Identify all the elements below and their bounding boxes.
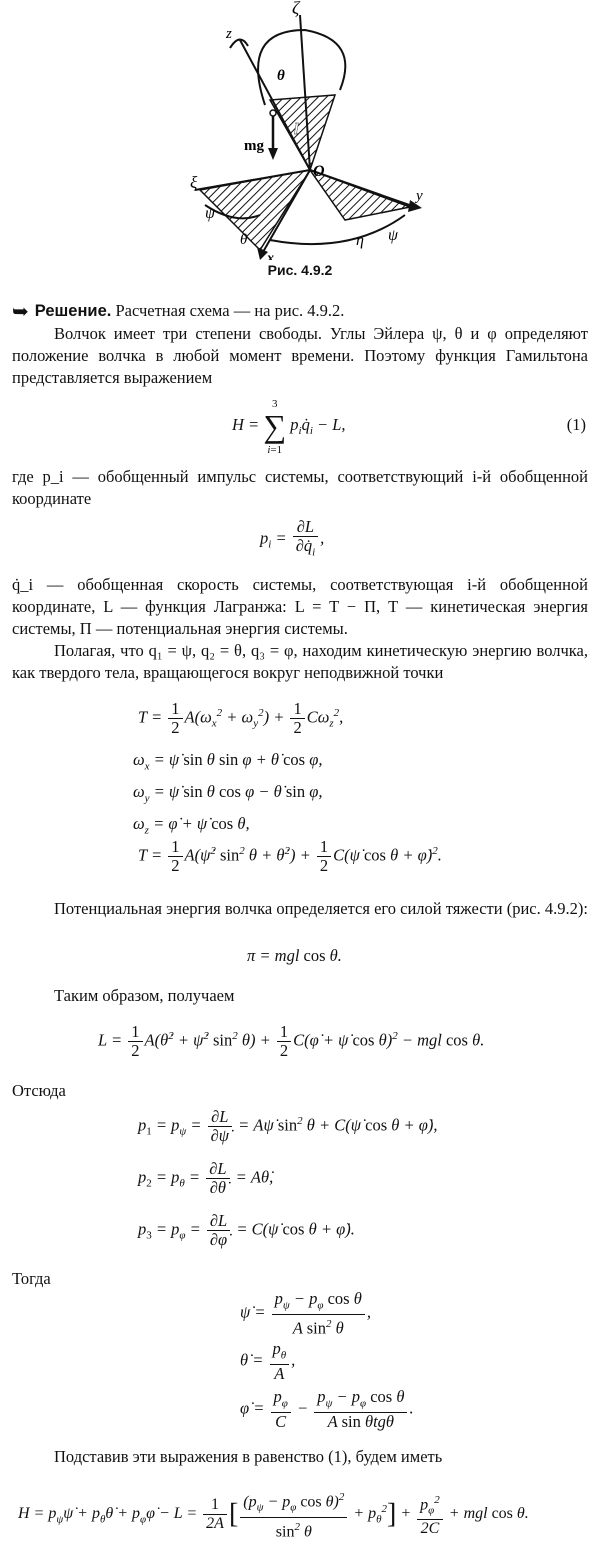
paragraph-7: Отсюда — [12, 1081, 66, 1100]
label-zeta: ζ — [292, 0, 300, 18]
figure-4-9-2 — [160, 0, 460, 260]
equation-T2: T = $\frac{1}{2}$ A(ψ̇$^2$ $\sin^2 \theta$ + θ̇$^2$) + $\frac{1}{2}$ C(ψ̇ cos θ + φ̇)$^2$. — [138, 837, 442, 875]
equation-psi-dot: ψ̇ = $\frac{p_\psi - p_\varphi \cos \theta}{A \sin^2 \theta}$ , — [240, 1289, 371, 1338]
paragraph-1: Волчок имеет три степени свободы. Углы Эйлера ψ, θ и φ определяют положение волчка в любой момент времени. Поэтому функция Гамильтона представляется выражением — [12, 324, 588, 387]
equation-p3: $p_3 = p_\varphi$ = $\frac{\partial L}{\partial\varphi̇}$ = C(ψ̇ cos θ + φ̇). — [138, 1211, 355, 1249]
equation-p1: $p_1 = p_\psi$ = $\frac{\partial L}{\partial\psi̇}$ = Aψ̇ $\sin^2 \theta$ + C(ψ̇ cos θ + φ̇), — [138, 1107, 438, 1145]
paragraph-3: q̇_i — обобщенная скорость системы, соответствующая i-й обобщенной координате, L — функция Лагранжа: L = T − П, T — кинетическая энергия системы, П — потенциальная энергия системы. — [12, 575, 588, 638]
paragraph-6: Таким образом, получаем — [54, 986, 235, 1005]
label-xi: ξ — [190, 173, 198, 192]
equation-1-number: (1) — [566, 415, 586, 434]
equation-potential: π = mgl cos θ. — [247, 946, 342, 965]
equation-omega-x: $\omega_x$ = ψ̇ sin θ sin φ + θ̇ cos φ, — [133, 750, 323, 773]
equation-L: L = $\frac{1}{2}$ A(θ̇$^2$ + ψ̇$^2$ $\sin^2 \theta$) + $\frac{1}{2}$ C(φ̇ + ψ̇ cos θ)$^2$ − mgl cos θ. — [98, 1022, 485, 1060]
paragraph-9: Подставив эти выражения в равенство (1), будем иметь — [54, 1447, 443, 1466]
solution-title: Решение. — [34, 302, 112, 320]
label-x: x — [267, 251, 274, 260]
paragraph-8: Тогда — [12, 1269, 51, 1288]
label-mg: mg — [244, 138, 264, 154]
figure-caption: Рис. 4.9.2 — [267, 262, 333, 278]
equation-1: H = 3 ∑ i=1 $p_iq̇_i - L$, — [232, 398, 346, 456]
equation-H: $H = p_\psi\psi̇$ + $p_\theta\thetȧ$ + $p_\varphi\varphi̇ - L$ = $\frac{1}{2A}$ [ $\frac{(p_\psi - p_\varphi \cos \theta)^2}{\sin^2 \theta}$ + $p_\theta^2$] + $\frac{p_\varphi^2}{2C}$ + mgl cos θ. — [18, 1488, 529, 1541]
label-O: O — [313, 163, 325, 180]
equation-theta-dot: θ̇ = $\frac{p_\theta}{A}$ , — [240, 1339, 296, 1384]
solution-heading — [12, 300, 588, 323]
label-y: y — [416, 188, 423, 204]
solution-intro: Расчетная схема — на рис. 4.9.2. — [115, 301, 345, 320]
equation-p2: $p_2 = p_\theta$ = $\frac{\partial L}{\partial\thetȧ}$ = Aθ̇, — [138, 1159, 274, 1197]
arrow-marker-icon: ➥ — [12, 301, 29, 323]
equation-omega-z: $\omega_z$ = φ̇ + ψ̇ cos θ, — [133, 814, 250, 837]
label-theta-top: θ — [277, 68, 285, 84]
equation-T1: T = $\frac{1}{2}$ $A(\omega_x^2 + \omega_y^2)$ + $\frac{1}{2}$ $C\omega_z^2$, — [138, 699, 344, 737]
label-l: l — [294, 121, 299, 138]
paragraph-5: Потенциальная энергия волчка определяется его силой тяжести (рис. 4.9.2): — [54, 899, 588, 918]
label-eta: η — [356, 232, 364, 249]
label-psi-left: ψ — [205, 205, 215, 222]
equation-phi-dot: φ̇ = $\frac{p_\varphi}{C}$ − $\frac{p_\psi - p_\varphi \cos \theta}{\text{A sin θtgθ}}$ . — [240, 1387, 414, 1432]
label-theta-bottom: θ — [240, 232, 248, 248]
top-diagram — [160, 0, 460, 260]
paragraph-4: Полагая, что q₁ = ψ, q₂ = θ, q₃ = φ, находим кинетическую энергию волчка, как твердого тела, вращающегося вокруг неподвижной точки — [12, 641, 588, 682]
label-z: z — [226, 26, 232, 42]
equation-omega-y: $\omega_y$ = ψ̇ sin θ cos φ − θ̇ sin φ, — [133, 782, 323, 805]
label-psi-right: ψ — [388, 227, 398, 244]
paragraph-2: где p_i — обобщенный импульс системы, соответствующий i-й обобщенной координате — [12, 467, 588, 508]
equation-pi: $p_i$ = $\frac{\partial L}{\partial q̇_i}$ , — [260, 517, 325, 559]
